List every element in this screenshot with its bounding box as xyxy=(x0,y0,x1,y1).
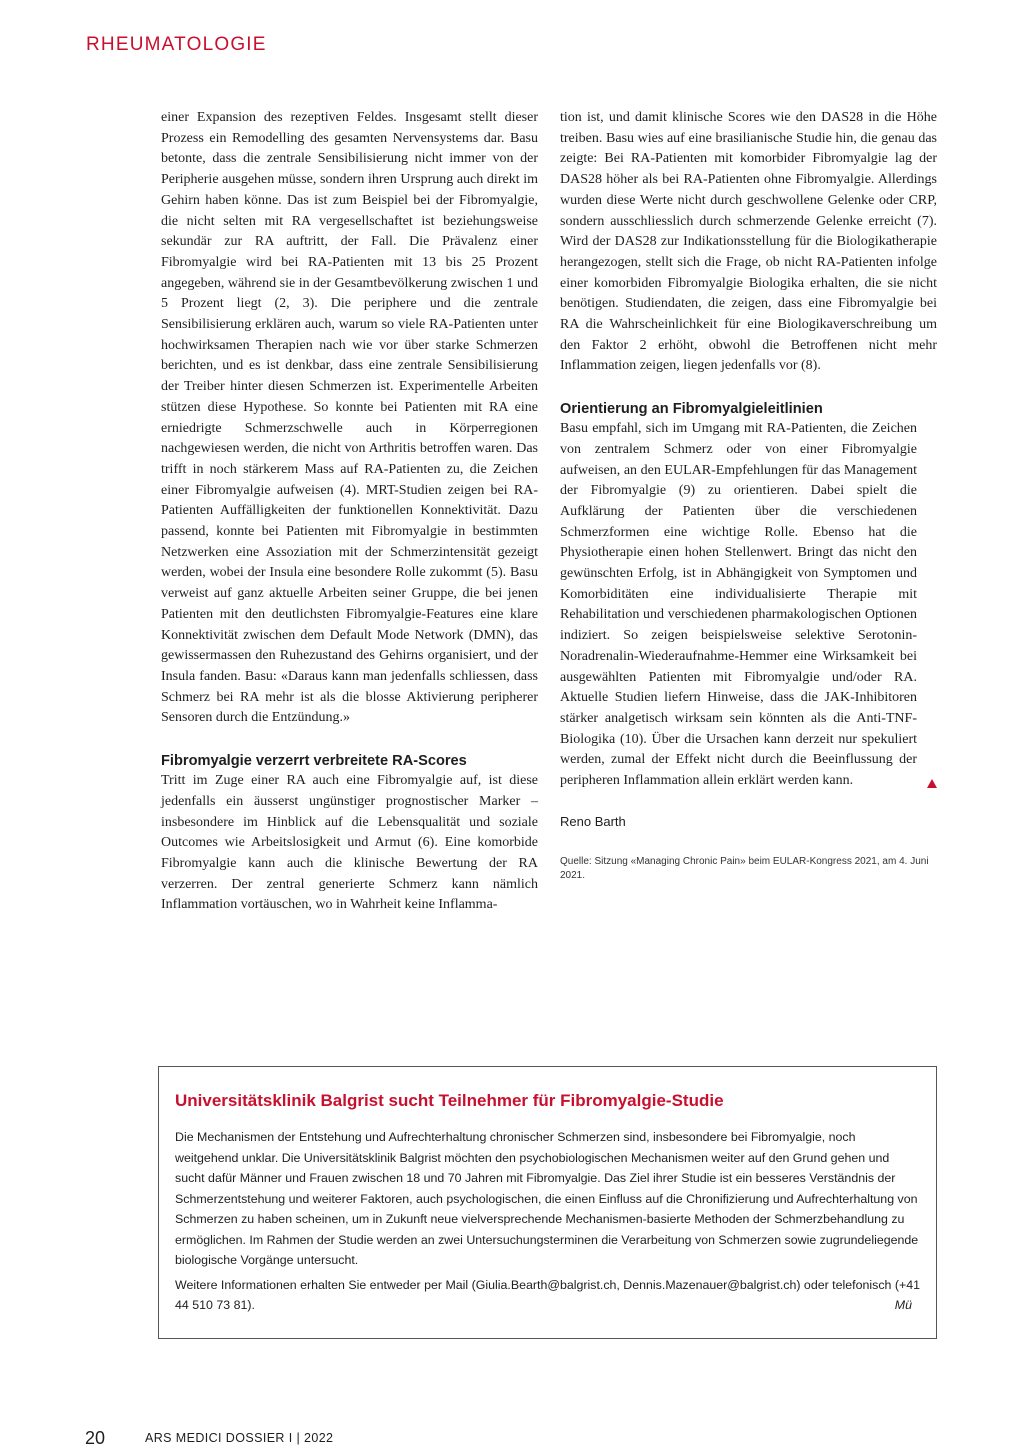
body-paragraph: Tritt im Zuge einer RA auch eine Fibromyalgie auf, ist diese jedenfalls ein äusserst ungünstiger prognostischer Marker – insbesondere im Hinblick auf die Lebensqualität und soziale Outcomes wie Arbeitslosigkeit und Armut (6). Eine komorbide Fibromyalgie kann auch die klinische Bewertung der RA verzerren. Der zentral generierte Schmerz kann nämlich Inflammation vortäuschen, wo in Wahrheit keine Inflamma- xyxy=(161,773,538,913)
body-paragraph: Basu empfahl, sich im Umgang mit RA-Patienten, die Zeichen von zentralem Schmerz oder von einer Fibromyalgie aufweisen, an den EULAR-Empfehlungen für das Management der Fibromyalgie (9) zu orientieren. Dabei spielt die Aufklärung der Patienten über die verschiedenen Schmerzformen eine wichtige Rolle. Ebenso hat die Physiotherapie einen hohen Stellenwert. Bringt das nicht den gewünschten Erfolg, ist in Abhängigkeit von Symptomen und Komorbiditäten eine individualisierte Therapie mit Rehabilitation und verschiedenen pharmakologischen Optionen indiziert. So zeigen beispielsweise selektive Serotonin-Noradrenalin-Wiederaufnahme-Hemmer eine Wirksamkeit bei ausgewählten Patienten mit Fibromyalgie und/oder RA. Aktuelle Studien liefern Hinweise, dass die JAK-Inhibitoren stärker analgetisch wirksam sein könnten als die Anti-TNF-Biologika (10). Über die Ursachen kann derzeit nur spekuliert werden, zumal der Effekt nicht durch die Beeinflussung der peripheren Inflammation allein erklärt werden kann. xyxy=(560,421,917,789)
section-label: RHEUMATOLOGIE xyxy=(86,34,267,55)
publication-name: ARS MEDICI DOSSIER I | 2022 xyxy=(145,1431,334,1445)
subheading: Orientierung an Fibromyalgieleitlinien xyxy=(560,401,823,418)
right-column xyxy=(560,108,937,883)
source-note: Quelle: Sitzung «Managing Chronic Pain» beim EULAR-Kongress 2021, am 4. Juni 2021. xyxy=(560,855,929,881)
author-name: Reno Barth xyxy=(560,813,626,829)
closing-paragraph xyxy=(560,419,937,792)
body-paragraph: tion ist, und damit klinische Scores wie den DAS28 in die Höhe treiben. Basu wies auf eine brasilianische Studie hin, die genau das zeigte: Bei RA-Patienten mit komorbider Fibromyalgie lag der DAS28 höher als bei RA-Patienten ohne Fibromyalgie. Allerdings wurden diese Werte nicht durch geschwollene Gelenke oder CRP, sondern ausschliesslich durch schmerzende Gelenke erreicht (7). Wird der DAS28 zur Indikationsstellung für die Biologikatherapie herangezogen, stellt sich die Frage, ob nicht RA-Patienten infolge einer komorbiden Fibromyalgie Biologika erhalten, die sie nicht benötigen. Studiendaten, die zeigen, dass eine Fibromyalgie bei RA die Wahrscheinlichkeit für eine Biologikaverschreibung um den Faktor 2 erhöht, obwohl die Betroffenen nicht mehr Inflammation zeigen, liegen jedenfalls vor (8). xyxy=(560,110,937,374)
page-number: 20 xyxy=(85,1428,106,1448)
contact-text: Weitere Informationen erhalten Sie entweder per Mail (Giulia.Bearth@balgrist.ch, Dennis.Mazenauer@balgrist.ch) oder telefonisch (+41 44 510 73 81). xyxy=(175,1277,920,1312)
body-paragraph: einer Expansion des rezeptiven Feldes. Insgesamt stellt dieser Prozess ein Remodelling des gesamten Nervensystems dar. Basu betonte, dass die zentrale Sensibilisierung nicht immer von der Peripherie ausgehen müsse, sondern ihren Ursprung auch direkt im Gehirn haben könne. Das ist zum Beispiel bei der Fibromyalgie, die nicht selten mit RA vergesellschaftet ist beziehungsweise sekundär zur RA auftritt, der Fall. Die Prävalenz einer Fibromyalgie wird bei RA-Patienten mit 13 bis 25 Prozent angegeben, während sie in der Gesamtbevölkerung zwischen 1 und 5 Prozent liegt (2, 3). Die periphere und die zentrale Sensibilisierung erklären auch, warum so viele RA-Patienten unter hochwirksamen Therapien nach wie vor über starke Schmerzen berichten, und es ist denkbar, dass eine zentrale Sensibilisierung der Treiber hinter diesen Schmerzen ist. Experimentelle Arbeiten stützen diese Hypothese. So konnte bei Patienten mit RA eine erniedrigte Schmerzschwelle auch in Körperregionen nachgewiesen werden, die nicht von Arthritis betroffen waren. Das trifft in noch stärkerem Mass auf RA-Patienten zu, die Zeichen einer Fibromyalgie aufweisen (4). MRT-Studien zeigen bei RA-Patienten Auffälligkeiten der funktionellen Konnektivität. Dazu passend, konnte bei Patienten mit Fibromyalgie in bestimmten Netzwerken eine Assoziation mit der Schmerzintensität gezeigt werden, wobei der Insula eine besondere Rolle zukommt (5). Basu verweist auf ganz aktuelle Arbeiten seiner Gruppe, die bei jenen Patienten mit den deutlichsten Fibromyalgie-Features eine klare Konnektivität zwischen dem Default Mode Network (DMN), das gewissermassen den Ruhezustand des Gehirns organisiert, und der Insula fanden. Basu: «Daraus kann man jedenfalls schliessen, dass Schmerz bei RA mehr ist als die blosse Aktivierung peripherer Sensoren durch die Entzündung.» xyxy=(161,110,538,726)
subheading: Fibromyalgie verzerrt verbreitete RA-Scores xyxy=(161,753,467,770)
infobox-body: Die Mechanismen der Entstehung und Aufrechterhaltung chronischer Schmerzen sind, insbesondere bei Fibromyalgie, noch weitgehend unklar. Die Universitätsklinik Balgrist möchten den psychobiologischen Mechanismen weiter auf den Grund gehen und sucht dafür Männer und Frauen zwischen 18 und 70 Jahren mit Fibromyalgie. Das Ziel ihrer Studie ist ein besseres Verständnis der Schmerzentstehung und weiterer Faktoren, auch psychologischen, die einen Einfluss auf die Chronifizierung und Aufrechterhaltung von Schmerzen zu haben scheinen, um in Zukunft neue vielversprechende Mechanismen-basierte Methoden der Schmerzbehandlung zu ermöglichen. Im Rahmen der Studie werden an zwei Untersuchungsterminen die Verarbeitung von Schmerzen sowie zugrundeliegende biologische Vorgänge untersucht. xyxy=(175,1130,919,1267)
left-column xyxy=(161,108,538,916)
study-infobox xyxy=(158,1066,937,1339)
infobox-contact xyxy=(175,1275,920,1316)
infobox-signature: Mü xyxy=(894,1298,912,1312)
article-end-triangle-icon xyxy=(927,779,937,788)
infobox-title: Universitätsklinik Balgrist sucht Teilnehmer für Fibromyalgie-Studie xyxy=(175,1091,724,1110)
